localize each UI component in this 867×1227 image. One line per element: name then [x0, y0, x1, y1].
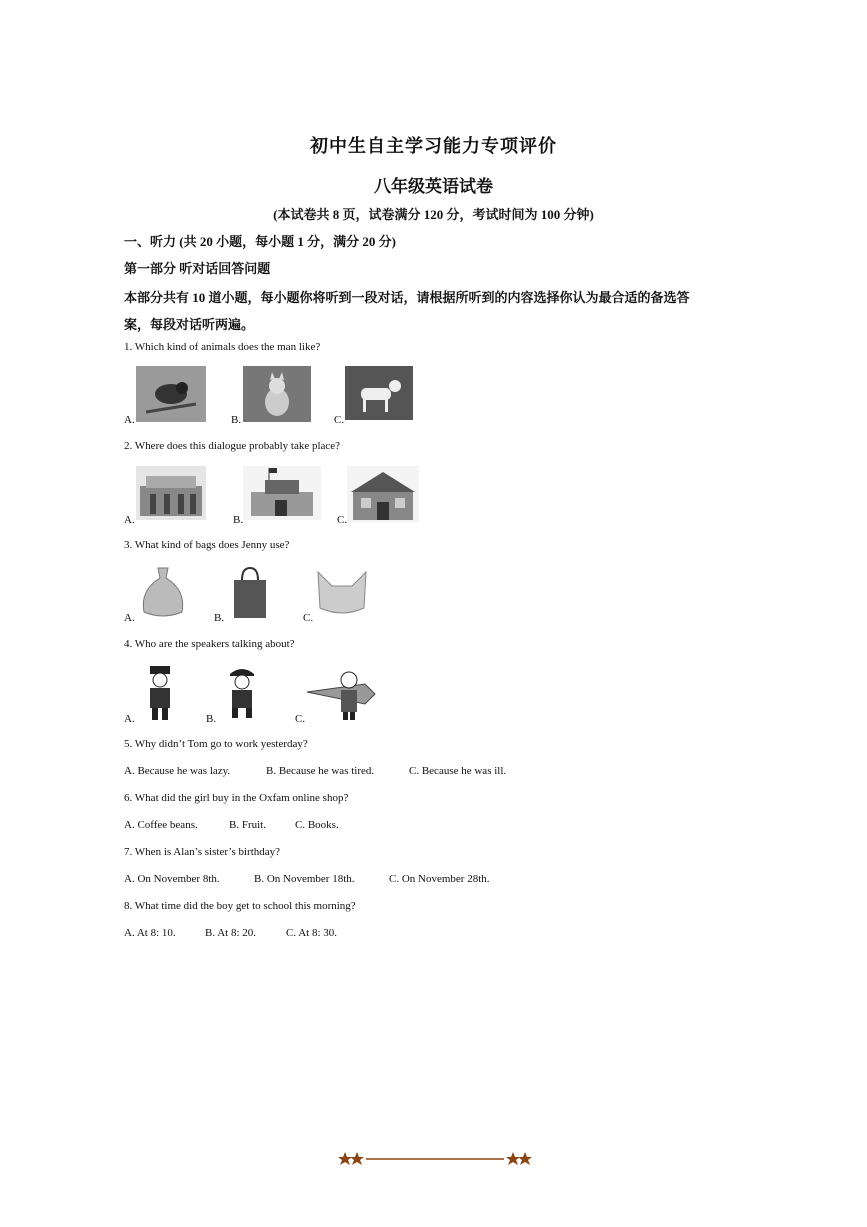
bird-photo-icon	[136, 366, 206, 422]
q5-option-c: C. Because he was ill.	[409, 765, 507, 777]
q5-option-a: A. Because he was lazy.	[124, 765, 231, 777]
q5-option-b: B. Because he was tired.	[266, 765, 375, 777]
cloth-sack-icon	[138, 564, 188, 620]
police-officer-icon	[142, 664, 178, 722]
star-line-icon	[338, 1151, 532, 1167]
instructions: 本部分共有 10 道小题，每小题你将听到一段对话，请根据所听到的内容选择你认为最合适的备选答案，每段对话听两遍。	[124, 290, 690, 332]
question-7: 7. When is Alan’s sister’s birthday?	[124, 846, 281, 858]
paper-shopping-bag-icon	[230, 566, 270, 620]
firefighter-icon	[222, 664, 264, 720]
question-4: 4. Who are the speakers talking about?	[124, 638, 295, 650]
q3-option-b: B.	[214, 612, 225, 624]
q1-option-b: B.	[231, 414, 242, 426]
plastic-bag-icon	[314, 568, 370, 618]
q2-option-c: C.	[337, 514, 348, 526]
cat-photo-icon	[243, 366, 311, 422]
q8-option-b: B. At 8: 20.	[205, 927, 257, 939]
dog-photo-icon	[345, 366, 413, 420]
q3-option-a: A.	[124, 612, 135, 624]
question-1: 1. Which kind of animals does the man like?	[124, 341, 321, 353]
question-5: 5. Why didn’t Tom go to work yesterday?	[124, 738, 308, 750]
q6-option-b: B. Fruit.	[229, 819, 266, 831]
q2-option-a: A.	[124, 514, 135, 526]
question-2: 2. Where does this dialogue probably take place?	[124, 440, 341, 452]
q6-option-a: A. Coffee beans.	[124, 819, 198, 831]
q7-option-a: A. On November 8th.	[124, 873, 220, 885]
q3-option-c: C.	[303, 612, 314, 624]
page-title: 初中生自主学习能力专项评价	[310, 136, 557, 156]
q4-option-c: C.	[295, 713, 306, 725]
exam-note: (本试卷共 8 页，试卷满分 120 分，考试时间为 100 分钟)	[273, 207, 594, 222]
q8-option-a: A. At 8: 10.	[124, 927, 176, 939]
q2-option-b: B.	[233, 514, 244, 526]
question-6: 6. What did the girl buy in the Oxfam online shop?	[124, 792, 349, 804]
section-heading: 一、听力 (共 20 小题，每小题 1 分，满分 20 分)	[124, 234, 396, 249]
q7-option-c: C. On November 28th.	[389, 873, 490, 885]
pilot-icon	[305, 664, 377, 722]
q1-option-c: C.	[334, 414, 345, 426]
q7-option-b: B. On November 18th.	[254, 873, 355, 885]
q4-option-b: B.	[206, 713, 217, 725]
q1-option-a: A.	[124, 414, 135, 426]
footer-ornament	[338, 1151, 532, 1167]
police-station-icon	[243, 466, 321, 520]
q8-option-c: C. At 8: 30.	[286, 927, 338, 939]
part-heading: 第一部分 听对话回答问题	[124, 261, 271, 276]
exam-subtitle: 八年级英语试卷	[374, 177, 493, 196]
museum-building-icon	[136, 466, 206, 520]
q6-option-c: C. Books.	[295, 819, 339, 831]
question-3: 3. What kind of bags does Jenny use?	[124, 539, 290, 551]
question-8: 8. What time did the boy get to school this morning?	[124, 900, 356, 912]
q4-option-a: A.	[124, 713, 135, 725]
restaurant-building-icon	[347, 466, 419, 522]
